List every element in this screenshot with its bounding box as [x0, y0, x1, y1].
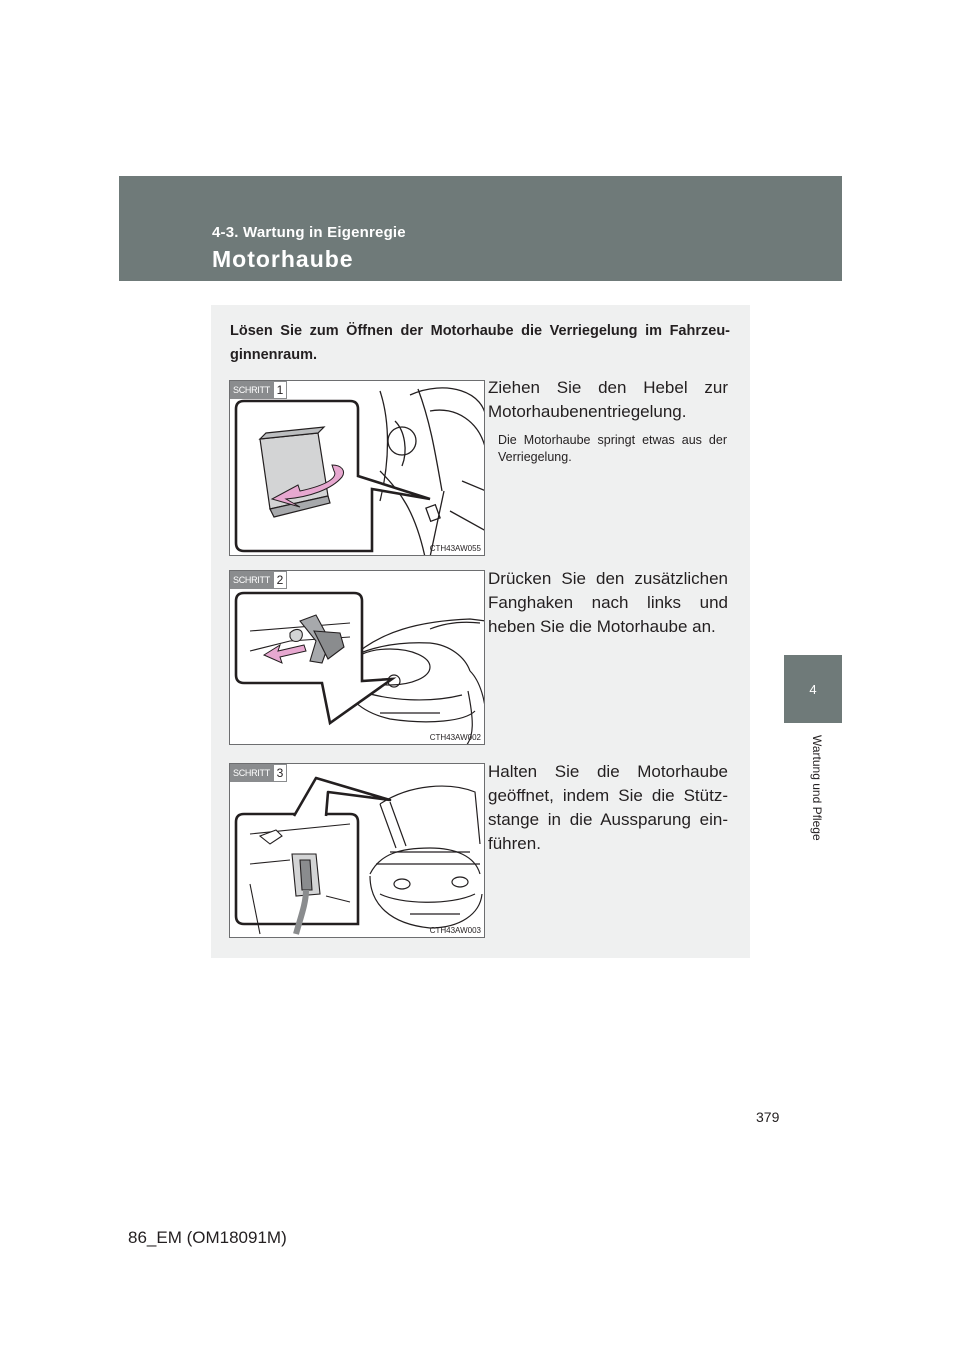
- step-badge-word: SCHRITT: [230, 381, 273, 399]
- figure-code: CTH43AW055: [429, 544, 481, 553]
- step-2-text: Drücken Sie den zusätzlichen Fanghaken nach links und heben Sie die Motorhaube an.: [488, 569, 728, 636]
- step-badge-word: SCHRITT: [230, 764, 273, 782]
- section-label: 4-3. Wartung in Eigenregie: [212, 224, 406, 241]
- step-badge: [230, 381, 287, 399]
- instruction-box: [211, 305, 750, 958]
- figure-code: CTH43AW003: [429, 926, 481, 935]
- intro-text: Lösen Sie zum Öffnen der Motorhaube die Verriegelung im Fahrzeu-ginnenraum.: [230, 323, 730, 363]
- chapter-header: [119, 176, 842, 281]
- step-2-illustration: [229, 570, 485, 745]
- hood-release-lever-drawing: [230, 381, 485, 556]
- secondary-catch-drawing: [230, 571, 485, 745]
- chapter-number: 4: [809, 681, 817, 697]
- page-title: Motorhaube: [212, 246, 354, 272]
- chapter-tab[interactable]: [784, 655, 842, 723]
- step-badge: [230, 571, 287, 589]
- step-1-note: Die Motorhaube springt etwas aus der Verriegelung.: [498, 433, 727, 464]
- step-1-text: Ziehen Sie den Hebel zur Motorhaubenentriegelung.: [488, 378, 728, 421]
- step-1-illustration: [229, 380, 485, 556]
- step-badge-number: 2: [273, 571, 287, 589]
- step-3-illustration: [229, 763, 485, 938]
- page-number: 379: [756, 1109, 780, 1125]
- step-3-text: Halten Sie die Motorhaube geöffnet, indem Sie die Stütz-stange in die Aussparung ein-führen.: [488, 762, 728, 853]
- chapter-side-label: Wartung und Pflege: [810, 735, 824, 841]
- step-badge-number: 1: [273, 381, 287, 399]
- step-badge: [230, 764, 287, 782]
- document-code: 86_EM (OM18091M): [128, 1228, 287, 1247]
- hood-prop-rod-drawing: [230, 764, 485, 938]
- figure-code: CTH43AW002: [429, 733, 481, 742]
- step-badge-number: 3: [273, 764, 287, 782]
- step-badge-word: SCHRITT: [230, 571, 273, 589]
